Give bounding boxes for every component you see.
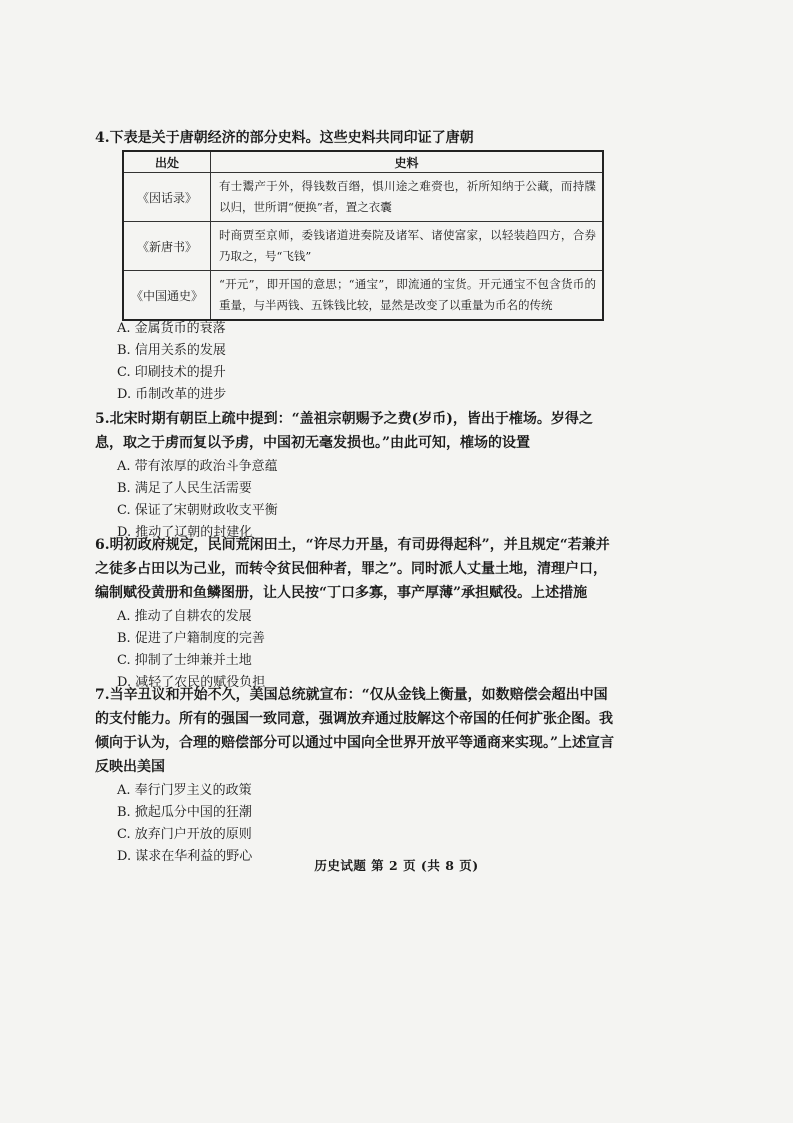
question-7 xyxy=(95,683,615,868)
question-4-options xyxy=(95,318,615,406)
option-a: A. 奉行门罗主义的政策 xyxy=(117,783,252,798)
table-header-source: 出处 xyxy=(123,151,211,173)
table-row xyxy=(123,271,603,321)
question-5-stem: 5.北宋时期有朝臣上疏中提到：“盖祖宗朝赐予之费(岁币)，皆出于榷场。岁得之息，取之于虏而复以予虏，中国初无毫发损也。”由此可知，榷场的设置 xyxy=(95,411,593,451)
option-c: C. 抑制了士绅兼并土地 xyxy=(117,653,252,668)
option-a: A. 金属货币的衰落 xyxy=(117,321,226,336)
option-d: D. 推动了辽朝的封建化 xyxy=(117,525,253,540)
option-c: C. 印刷技术的提升 xyxy=(117,365,226,380)
table-row xyxy=(123,222,603,271)
option-b: B. 促进了户籍制度的完善 xyxy=(117,631,265,646)
source-table xyxy=(122,150,604,321)
option-d: D. 币制改革的进步 xyxy=(117,387,227,402)
question-7-stem: 7.当辛丑议和开始不久，美国总统就宣布：“仅从金钱上衡量，如数赔偿会超出中国的支付能力。所有的强国一致同意，强调放弃通过肢解这个帝国的任何扩张企图。我倾向于认为，合理的赔偿部分可以通过中国向全世界开放平等通商来实现。”上述宣言反映出美国 xyxy=(95,687,615,775)
option-b: B. 信用关系的发展 xyxy=(117,343,226,358)
question-4-stem: 4.下表是关于唐朝经济的部分史料。这些史料共同印证了唐朝 xyxy=(95,130,474,146)
table-cell-source: 《新唐书》 xyxy=(123,222,211,271)
option-d: D. 减轻了农民的赋役负担 xyxy=(117,675,266,690)
question-6 xyxy=(95,533,615,694)
table-cell-text: “开元”，即开国的意思；“通宝”，即流通的宝货。开元通宝不包含货币的重量，与半两钱、五铢钱比较，显然是改变了以重量为币名的传统 xyxy=(211,271,604,321)
table-cell-text: 时商贾至京师，委钱诸道进奏院及诸军、诸使富家，以轻装趋四方，合券乃取之，号“飞钱” xyxy=(211,222,604,271)
table-cell-source: 《中国通史》 xyxy=(123,271,211,321)
table-row xyxy=(123,173,603,222)
table-header-row xyxy=(123,151,603,173)
option-c: C. 放弃门户开放的原则 xyxy=(117,827,252,842)
option-c: C. 保证了宋朝财政收支平衡 xyxy=(117,503,278,518)
question-6-stem: 6.明初政府规定，民间荒闲田土，“许尽力开垦，有司毋得起科”，并且规定“若兼并之徒多占田以为己业，而转令贫民佃种者，罪之”。同时派人丈量土地，清理户口，编制赋役黄册和鱼鳞图册，让人民按“丁口多寡，事产厚薄”承担赋役。上述措施 xyxy=(95,537,610,601)
table-cell-text: 有士鬻产于外，得钱数百缗，惧川途之难赍也，祈所知纳于公藏，而持牒以归，世所谓“便换”者，置之衣囊 xyxy=(211,173,604,222)
option-b: B. 掀起瓜分中国的狂潮 xyxy=(117,805,252,820)
page-footer: 历史试题 第 2 页 (共 8 页) xyxy=(314,858,479,873)
option-b: B. 满足了人民生活需要 xyxy=(117,481,252,496)
table-header-material: 史料 xyxy=(211,151,604,173)
option-a: A. 推动了自耕农的发展 xyxy=(117,609,252,624)
table-cell-source: 《因话录》 xyxy=(123,173,211,222)
question-4 xyxy=(95,126,615,150)
option-d: D. 谋求在华利益的野心 xyxy=(117,849,253,864)
question-5 xyxy=(95,407,615,544)
option-a: A. 带有浓厚的政治斗争意蕴 xyxy=(117,459,278,474)
